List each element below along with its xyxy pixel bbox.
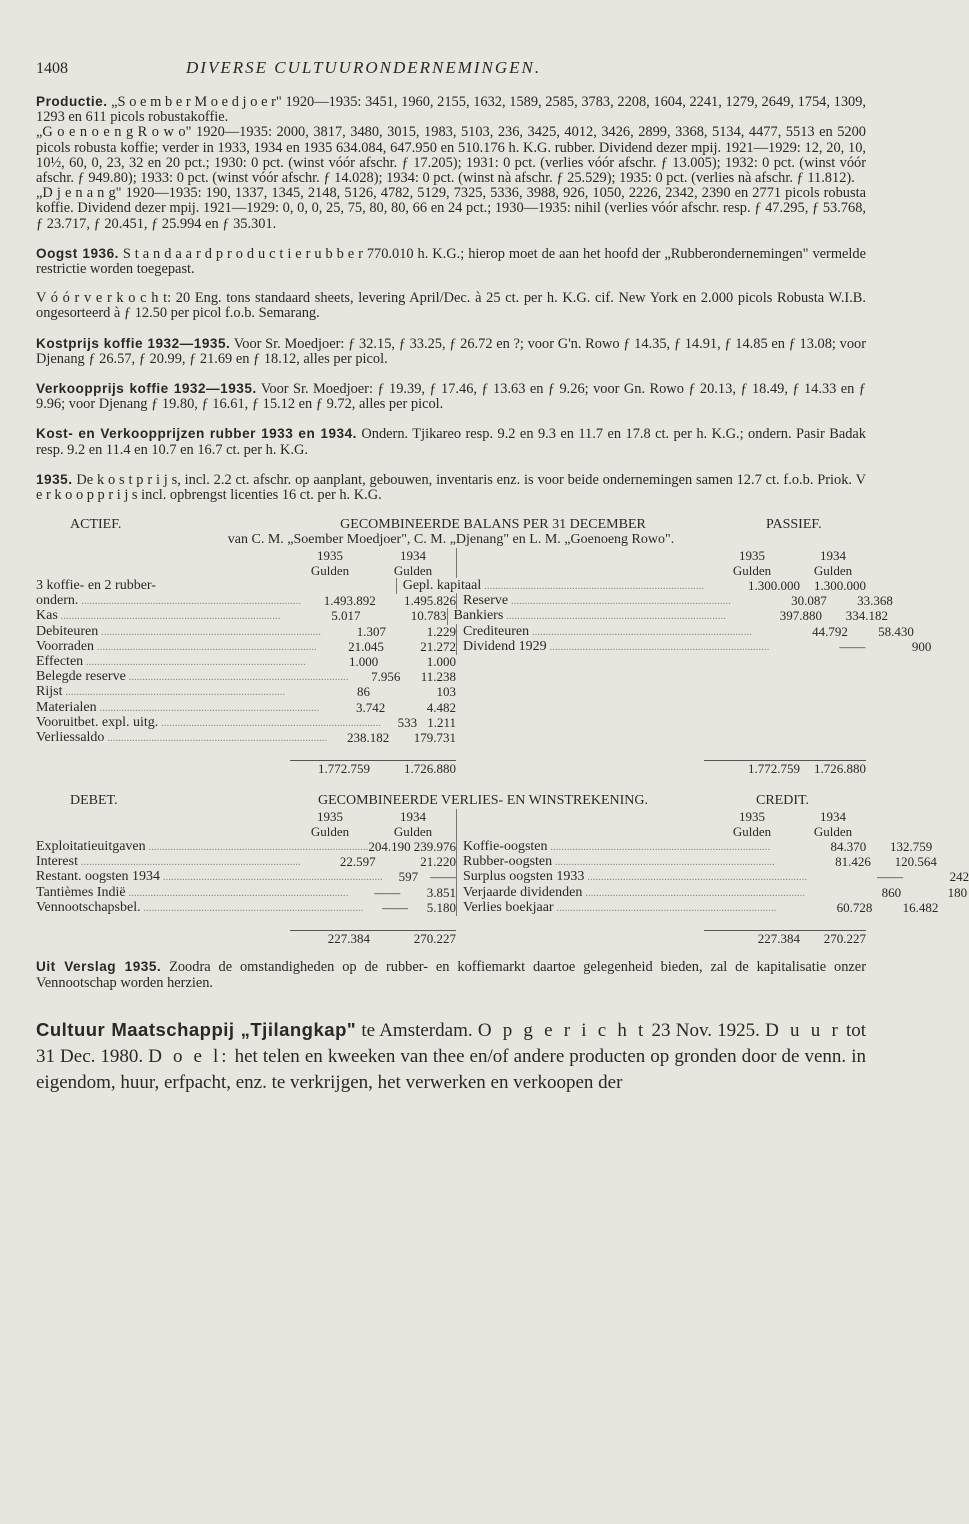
table-row xyxy=(36,669,866,684)
paragraph-kost-verkoop-rubber xyxy=(36,426,866,457)
row-label: Bankiers ..... xyxy=(454,608,727,624)
table-row xyxy=(36,700,866,715)
pl-title-row xyxy=(36,793,866,808)
table-row xyxy=(36,899,939,915)
paragraph-productie xyxy=(36,94,866,125)
total-value: 1.726.880 xyxy=(800,760,866,776)
unit-header: Gulden xyxy=(813,823,853,839)
cell-value: 10.783 xyxy=(410,608,447,624)
row-label: Verlies boekjaar ..... xyxy=(463,900,776,916)
cell-value: 21.272 xyxy=(420,638,456,654)
total-value: 1.726.880 xyxy=(370,760,456,776)
cell-value: 81.426 xyxy=(835,854,871,870)
section-lead: Kost- en Verkoopprijzen rubber 1933 en 1934. xyxy=(36,426,357,442)
row-label: 3 koffie- en 2 rubber- xyxy=(36,578,156,594)
paragraph-tjilangkap xyxy=(36,1017,866,1096)
table-row xyxy=(36,839,933,855)
cell-value: 58.430 xyxy=(878,623,914,639)
year-header-row xyxy=(36,809,866,824)
unit-header: Gulden xyxy=(310,823,350,839)
year-header: 1934 xyxy=(400,808,426,824)
paragraph-verkoopprijs xyxy=(36,381,866,412)
paragraph-text: Ondern. Tjikareo resp. 9.2 en 9.3 en 11.7 en 17.8 ct. per h. K.G.; ondern. Pasir Badak resp. 9.2 en 11.4 en 10.7 en 16.7 ct. per h. K.G. xyxy=(36,426,866,458)
row-label: ondern. ..... xyxy=(36,593,301,609)
unit-header-row xyxy=(36,824,866,839)
running-title: DIVERSE CULTUURONDERNEMINGEN. xyxy=(186,58,542,77)
paragraph-text: 23 Nov. 1925. xyxy=(651,1019,760,1041)
table-row xyxy=(36,593,893,609)
table-row xyxy=(36,884,968,900)
section-lead: Kostprijs koffie 1932—1935. xyxy=(36,335,231,351)
cell-value: —— xyxy=(839,638,866,654)
cell-value: —— xyxy=(382,899,408,915)
unit-header: Gulden xyxy=(732,823,772,839)
pl-title: GECOMBINEERDE VERLIES- EN WINSTREKENING. xyxy=(317,793,648,809)
cell-value: 21.045 xyxy=(348,638,384,654)
credit-label: CREDIT. xyxy=(756,793,810,809)
total-value: 270.227 xyxy=(370,930,456,946)
spaced-term: D o e l: xyxy=(148,1045,230,1067)
table-row xyxy=(36,730,866,745)
paragraph-text: 20 Eng. tons standaard sheets, levering April/Dec. à 25 ct. per h. K.G. cif. New York en 2.000 picols Robusta W.I.B. ongesorteerd à ƒ 12.50 per picol f.o.b. Semarang. xyxy=(36,290,866,322)
balance-subtitle-row xyxy=(36,532,866,547)
section-lead: Uit Verslag 1935. xyxy=(36,959,162,975)
spaced-term: V ó ó r v e r k o c h t: xyxy=(36,290,172,307)
unit-header: Gulden xyxy=(393,823,433,839)
row-label: Exploitatieuitgaven ..... xyxy=(36,839,368,855)
spaced-term: O p g e r i c h t xyxy=(477,1019,647,1041)
unit-header: Gulden xyxy=(813,562,853,578)
balance-subtitle: van C. M. „Soember Moedjoer", C. M. „Djenang" en L. M. „Goenoeng Rowo". xyxy=(227,532,675,548)
actief-label: ACTIEF. xyxy=(70,517,122,533)
cell-value: —— xyxy=(430,869,456,885)
unit-header: Gulden xyxy=(393,562,433,578)
section-lead: Oogst 1936. xyxy=(36,245,119,261)
cell-value: 44.792 xyxy=(812,623,848,639)
year-header: 1934 xyxy=(820,808,846,824)
row-label: Vooruitbet. expl. uitg. ..... xyxy=(36,715,381,731)
total-value: 1.772.759 xyxy=(704,760,800,776)
year-header: 1935 xyxy=(317,808,343,824)
paragraph-text: tot 31 Dec. 1980. xyxy=(36,1019,867,1067)
unit-header: Gulden xyxy=(732,562,772,578)
totals-row xyxy=(36,930,866,945)
spaced-term: k o s t p r i j s, xyxy=(97,471,181,488)
cell-value: —— xyxy=(877,869,904,885)
paragraph-text: het telen en kweeken van thee en/of andere producten op gronden door de venn. in eigendom, huur, erfpacht, enz. te verkrijgen, het verwerken en verkoopen der xyxy=(36,1045,867,1093)
cell-value: 533 xyxy=(397,714,418,730)
balance-sheet-table xyxy=(36,517,932,777)
row-label: Crediteuren ..... xyxy=(463,624,752,640)
estate-name: „D j e n a n g" xyxy=(36,185,122,202)
row-label: Koffie-oogsten ..... xyxy=(463,839,770,855)
cell-value: 22.597 xyxy=(339,854,376,870)
cell-value: 180 xyxy=(947,884,968,900)
year-header: 1935 xyxy=(739,808,765,824)
paragraph-text: incl. 2.2 ct. afschr. op aanplant, gebouwen, inventaris enz. is voor beide ondernemingen samen 12.7 ct. f.o.b. Priok. xyxy=(184,471,853,488)
balance-title: GECOMBINEERDE BALANS PER 31 DECEMBER xyxy=(340,517,646,533)
cell-value: 1.300.000 xyxy=(748,578,800,594)
section-lead: 1935. xyxy=(36,471,73,487)
row-label: Tantièmes Indië ..... xyxy=(36,885,348,901)
cell-value: 397.880 xyxy=(779,608,823,624)
paragraph-text: Voor Sr. Moedjoer: ƒ 19.39, ƒ 17.46, ƒ 13.63 en ƒ 9.26; voor Gn. Rowo ƒ 20.13, ƒ 18.49, ƒ 14.33 en ƒ 9.96; voor Djenang ƒ 19.80, ƒ 16.61, ƒ 15.12 en ƒ 9.72, alles per picol. xyxy=(36,381,866,413)
paragraph-text: De xyxy=(76,471,94,488)
cell-value: 3.742 xyxy=(355,699,386,715)
paragraph-1935 xyxy=(36,472,866,503)
total-value: 270.227 xyxy=(800,930,866,946)
paragraph-text: te Amsterdam. xyxy=(361,1019,473,1041)
estate-name: „G o e n o e n g R o w o" xyxy=(36,124,192,141)
cell-value: 120.564 xyxy=(894,854,937,870)
cell-value: 5.180 xyxy=(426,899,456,915)
spaced-term: V e r k o o p p r i j s xyxy=(36,471,867,504)
cell-value: 3.851 xyxy=(426,884,456,900)
row-label: Voorraden ..... xyxy=(36,639,317,655)
year-header: 1935 xyxy=(739,547,765,563)
row-label: Verjaarde dividenden ..... xyxy=(463,885,805,901)
company-name: Cultuur Maatschappij „Tjilangkap" xyxy=(36,1018,357,1040)
cell-value: 103 xyxy=(436,684,456,700)
table-row xyxy=(36,623,914,639)
cell-value: 84.370 xyxy=(830,839,867,855)
cell-value: —— xyxy=(374,884,401,900)
paragraph-text: 1920—1935: 190, 1337, 1345, 2148, 5126, 4782, 5129, 7325, 5336, 3988, 926, 1050, 2226, 2342, 2390 en 2771 picols robusta koffie. Dividend dezer mpij. 1921—1929: 0, 0, 0, 25, 75, 80, 80, 66 en 24 pct.; 1930—1935: nihil (verlies vóór afschr. resp. ƒ 47.295, ƒ 53.768, ƒ 23.717, ƒ 20.451, ƒ 25.994 en ƒ 35.301. xyxy=(36,185,866,232)
row-label: Restant. oogsten 1934 ..... xyxy=(36,869,383,885)
row-label: Materialen ..... xyxy=(36,700,319,716)
cell-value: 33.368 xyxy=(857,593,893,609)
year-header: 1934 xyxy=(820,547,846,563)
cell-value: 1.229 xyxy=(426,623,456,639)
row-label: Debiteuren ..... xyxy=(36,624,321,640)
table-row xyxy=(36,608,889,624)
spaced-term: S t a n d a a r d p r o d u c t i e r u b b e r xyxy=(122,245,363,262)
total-value: 227.384 xyxy=(290,930,370,946)
cell-value: 30.087 xyxy=(791,593,827,609)
year-header: 1935 xyxy=(317,547,343,563)
row-label: Vennootschapsbel. ..... xyxy=(36,900,363,916)
paragraph-text: 1920—1935: 3451, 1960, 2155, 1632, 1589, 2585, 3783, 2208, 1604, 2241, 1279, 2649, 1754, 1309, 1293 en 611 picols robustakoffie. xyxy=(36,94,867,126)
cell-value: 1.211 xyxy=(427,714,456,730)
table-row xyxy=(36,638,932,654)
total-value: 227.384 xyxy=(704,930,800,946)
paragraph-kostprijs xyxy=(36,336,866,367)
unit-header-row xyxy=(36,563,866,578)
debet-label: DEBET. xyxy=(70,793,118,809)
paragraph-verslag xyxy=(36,959,866,990)
row-label: Verliessaldo ..... xyxy=(36,730,327,746)
row-label: Surplus oogsten 1933 ..... xyxy=(463,869,807,885)
cell-value: 4.482 xyxy=(426,699,456,715)
table-row xyxy=(36,654,866,669)
paragraph-text: 1920—1935: 2000, 3817, 3480, 3015, 1983, 5103, 236, 3425, 4012, 3426, 2899, 3368, 5134, 4477, 5513 en 5200 picols robusta koffie; verder in 1933, 1934 en 1935 634.084, 647.950 en 510.176 h. K.G. rubber. Dividend dezer mpij. 1921—1929: 12, 20, 10, 10½, 60, 0, 23, 32 en 20 pct.; 1930: 0 pct. (winst vóór afschr. ƒ 17.205); 1931: 0 pct. (verlies vóór afschr. ƒ 13.005); 1932: 0 pct. (winst vóór afschr. ƒ 949.80); 1933: 0 pct. (winst vóór afschr. ƒ 14.028); 1934: 0 pct. (winst nà afschr. ƒ 25.529); 1935: 0 pct. (verlies nà afschr. ƒ 11.812). xyxy=(36,124,866,187)
cell-value: 1.000 xyxy=(426,653,456,669)
cell-value: 5.017 xyxy=(331,608,361,624)
row-label: Dividend 1929 ..... xyxy=(463,639,769,655)
paragraph-text: Zoodra de omstandigheden op de rubber- en koffiemarkt daartoe gelegenheid bieden, zal de kapitalisatie onzer Vennootschap worden herzien. xyxy=(36,959,866,991)
passief-label: PASSIEF. xyxy=(766,517,822,533)
row-label: Rijst ..... xyxy=(36,684,290,700)
cell-value: 1.300.000 xyxy=(814,578,866,594)
profit-loss-table xyxy=(36,793,969,947)
cell-value: 60.728 xyxy=(836,899,873,915)
row-label: Rubber-oogsten ..... xyxy=(463,854,775,870)
paragraph-goenoeng xyxy=(36,125,866,186)
cell-value: 242 xyxy=(949,869,969,885)
table-row xyxy=(36,578,866,593)
cell-value: 16.482 xyxy=(902,899,939,915)
paragraph-text: incl. opbrengst licenties 16 ct. per h. K.G. xyxy=(141,487,382,504)
row-label: Interest ..... xyxy=(36,854,301,870)
table-row xyxy=(36,715,866,730)
row-label: Belegde reserve ..... xyxy=(36,669,349,685)
cell-value: 1.493.892 xyxy=(323,593,376,609)
section-lead: Productie. xyxy=(36,94,108,109)
row-label: Reserve ..... xyxy=(463,593,731,609)
year-header-row xyxy=(36,548,866,563)
cell-value: 7.956 xyxy=(371,669,401,685)
table-row xyxy=(36,684,866,699)
cell-value: 11.238 xyxy=(420,669,456,685)
cell-value: 860 xyxy=(881,884,902,900)
cell-value: 1.495.826 xyxy=(404,593,456,609)
row-label: Gepl. kapitaal ..... xyxy=(403,578,704,594)
total-value: 1.772.759 xyxy=(290,760,370,776)
cell-value: 204.190 xyxy=(368,839,411,855)
table-row xyxy=(36,869,969,885)
cell-value: 86 xyxy=(357,684,370,700)
paragraph-text: Voor Sr. Moedjoer: ƒ 32.15, ƒ 33.25, ƒ 26.72 en ?; voor G'n. Rowo ƒ 14.35, ƒ 14.91, ƒ 14.85 en ƒ 13.08; voor Djenang ƒ 26.57, ƒ 20.99, ƒ 21.69 en ƒ 18.12, alles per picol. xyxy=(36,335,867,367)
cell-value: 334.182 xyxy=(845,608,889,624)
cell-value: 900 xyxy=(911,638,932,654)
estate-name: „S o e m b e r M o e d j o e r" xyxy=(111,94,282,110)
cell-value: 132.759 xyxy=(890,839,933,855)
unit-header: Gulden xyxy=(310,562,350,578)
balance-title-row xyxy=(36,517,866,532)
row-label: Kas ..... xyxy=(36,608,281,624)
page-header xyxy=(36,58,866,94)
row-label: Effecten ..... xyxy=(36,654,306,670)
cell-value: 239.976 xyxy=(413,839,456,855)
year-header: 1934 xyxy=(400,547,426,563)
cell-value: 1.307 xyxy=(356,623,387,639)
paragraph-djenang xyxy=(36,186,866,232)
paragraph-text: 770.010 h. K.G.; hierop moet de aan het hoofd der „Rubberondernemingen" vermelde restrictie worden toegepast. xyxy=(36,245,866,278)
cell-value: 238.182 xyxy=(347,729,390,745)
cell-value: 21.220 xyxy=(420,854,456,870)
section-lead: Verkoopprijs koffie 1932—1935. xyxy=(36,381,257,397)
cell-value: 1.000 xyxy=(348,653,379,669)
cell-value: 597 xyxy=(398,869,419,885)
page-number: 1408 xyxy=(36,60,68,77)
spaced-term: D u u r xyxy=(765,1019,841,1041)
totals-row xyxy=(36,760,866,775)
paragraph-oogst xyxy=(36,246,866,277)
cell-value: 179.731 xyxy=(413,729,456,745)
table-row xyxy=(36,854,937,870)
paragraph-voorverkocht xyxy=(36,291,866,321)
